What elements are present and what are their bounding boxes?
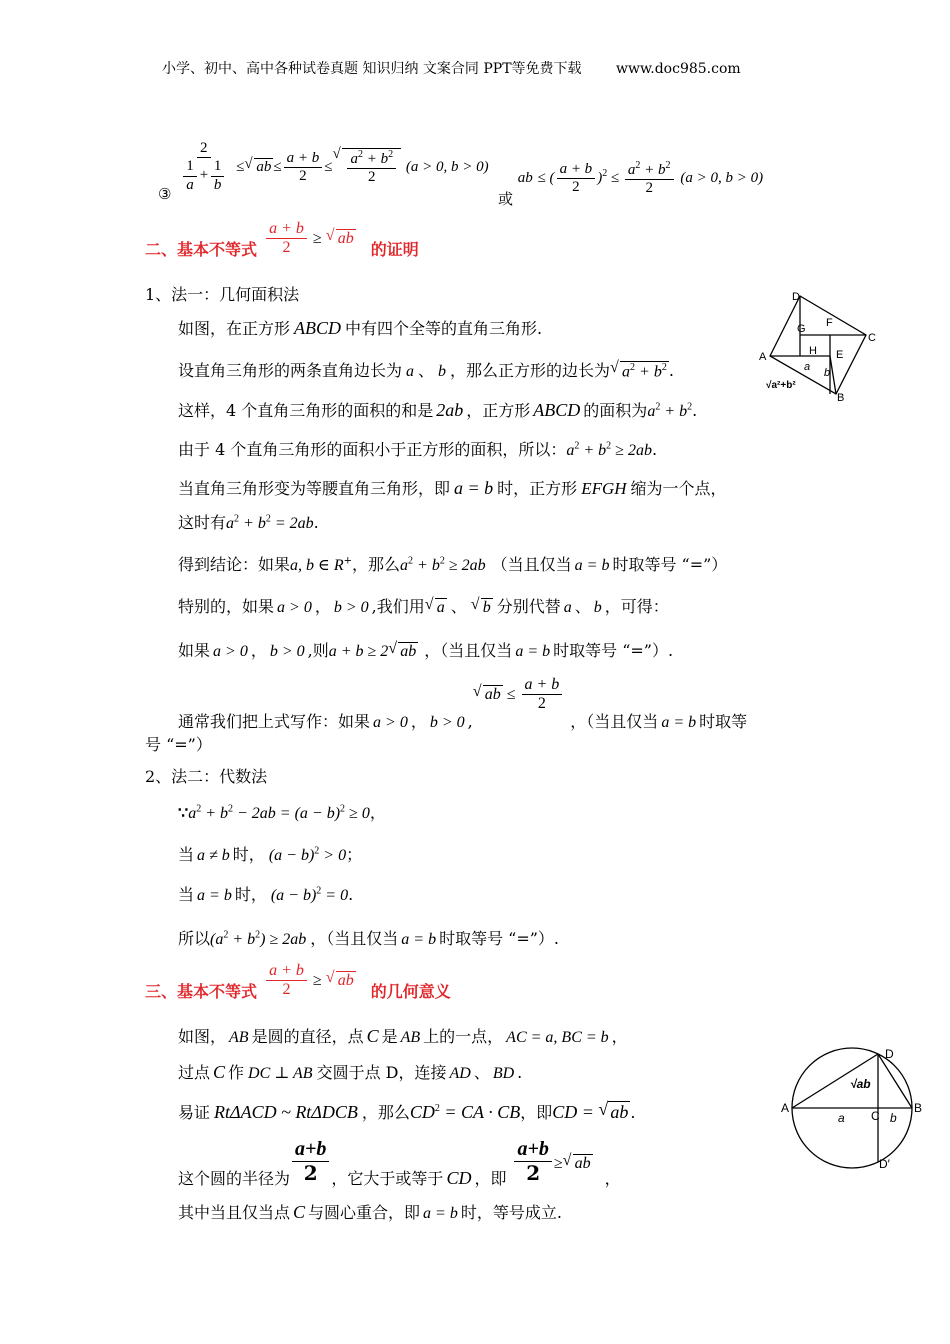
item3-formula: ③ 2 $\frac{1}{a}$ + $\frac{1}{b}$ ≤√ ab ≤ $\frac{a + b}{2}$ ≤ √ $\frac{a^2 + b^2}{2}$ (a > 0, b > 0) (158, 140, 489, 194)
fig2-label-A: A (781, 1101, 790, 1115)
fig2-label-D: D (885, 1047, 894, 1061)
geo-line1: 如图， AB 是圆的直径，点 C 是 AB 上的一点， AC = a, BC = b ， (178, 1026, 628, 1046)
m2-line1: $\because a^2 + b^2 - 2ab = (a - b)^2 \ge 0$， (178, 803, 386, 822)
m2-line2: 当 a ≠ b 时， $(a - b)^2 > 0$； (178, 845, 363, 864)
fig1-label-F: F (826, 317, 833, 329)
square-triangles-figure (758, 288, 888, 403)
m1-line10: 通常我们把上式写作：如果 a > 0 ， b > 0 ,√ ab ≤ $\frac{a + b}{2}$ ，（当且仅当 a = b 时取等 (178, 676, 747, 714)
geo-line3: 易证 RtΔACD ~ RtΔDCB ，那么$CD^2$ = CA · CB，即CD = √ ab . (178, 1100, 636, 1123)
item3-alt: 或 ab ≤ ( $\frac{a + b}{2}$ )$^2$ ≤ $\frac{a^2 + b^2}{2}$ (a > 0, b > 0) (498, 160, 764, 209)
m1-line9: 如果 a > 0 ， b > 0 ,则a + b ≥ 2√ ab ，（当且仅当 a = b 时取等号 “=”）. (178, 638, 673, 661)
section3-heading: 三、基本不等式 $\frac{a + b}{2}$ ≥ √ ab 的几何意义 (145, 962, 451, 1000)
m1-line10b: 号 “=”） (145, 735, 212, 754)
fig1-label-H: H (809, 345, 817, 357)
m1-line3: 这样，4 个直角三角形的面积的和是 2ab ，正方形 ABCD 的面积为$a^2 + b^2$. (178, 400, 698, 420)
fig1-label-E: E (836, 349, 844, 361)
geo-line2: 过点 C 作 DC ⊥ AB 交圆于点 D，连接 AD 、 BD . (178, 1062, 523, 1082)
fig2-label-sqrt-ab: √ab (850, 1077, 871, 1091)
fig2-label-b: b (890, 1111, 897, 1125)
header-url[interactable]: www.doc985.com (615, 61, 741, 77)
fig1-label-D: D (792, 291, 800, 303)
method1-title: 1、法一：几何面积法 (145, 285, 300, 304)
circle-figure (780, 1040, 925, 1180)
m1-line1: 如图，在正方形 ABCD 中有四个全等的直角三角形. (178, 318, 543, 338)
fig1-label-b: b (824, 367, 831, 379)
m1-line7: 得到结论：如果a, b ∈ R+，那么$a^2 + b^2 \ge 2ab$ （当且仅当 a = b 时取等号 “=”） (178, 555, 728, 574)
fig1-label-B: B (837, 392, 845, 403)
fig1-label-side: √a²+b² (766, 380, 796, 391)
item3-marker: ③ (158, 184, 172, 203)
fig1-label-a: a (804, 361, 811, 373)
fig1-label-G: G (797, 323, 806, 335)
m1-line5: 当直角三角形变为等腰直角三角形，即 a = b 时，正方形 EFGH 缩为一个点， (178, 478, 727, 498)
fig2-label-C: C (871, 1109, 880, 1123)
m1-line8: 特别的，如果 a > 0 ， b > 0 ,我们用√ a 、√ b 分别代替 a 、 b ，可得： (178, 594, 669, 617)
section2-heading: 二、基本不等式 $\frac{a + b}{2}$ ≥ √ ab 的证明 (145, 220, 419, 258)
m2-line4: 所以$(a^2 + b^2) \ge 2ab$ ，（当且仅当 a = b 时取等号 “=”）. (178, 929, 560, 948)
m1-line6: 这时有$a^2 + b^2 = 2ab$. (178, 513, 319, 532)
fig2-label-a: a (838, 1111, 845, 1125)
fig1-label-A: A (759, 351, 767, 363)
geo-line5: 其中当且仅当点 C 与圆心重合，即 a = b 时，等号成立. (178, 1202, 562, 1222)
m1-line2: 设直角三角形的两条直角边长为 a 、 b ，那么正方形的边长为√ $a^2 + b^2$ . (178, 358, 674, 381)
fig1-label-C: C (868, 332, 876, 344)
fig2-label-B: B (914, 1101, 923, 1115)
m1-line4: 由于 4 个直角三角形的面积小于正方形的面积，所以：$a^2 + b^2 \ge 2ab$. (178, 440, 658, 459)
method2-title: 2、法二：代数法 (145, 767, 268, 786)
geo-line4: 这个圆的半径为 $\frac{a+b}{2}$ ，它大于或等于 CD ，即 $\frac{a+b}{2}$ ≥√ ab， (178, 1138, 621, 1185)
m2-line3: 当 a = b 时， $(a - b)^2 = 0$. (178, 885, 354, 904)
fig2-label-D2: D′ (879, 1157, 890, 1171)
page-header: 小学、初中、高中各种试卷真题 知识归纳 文案合同 PPT等免费下载 www.doc985.com (162, 61, 741, 77)
